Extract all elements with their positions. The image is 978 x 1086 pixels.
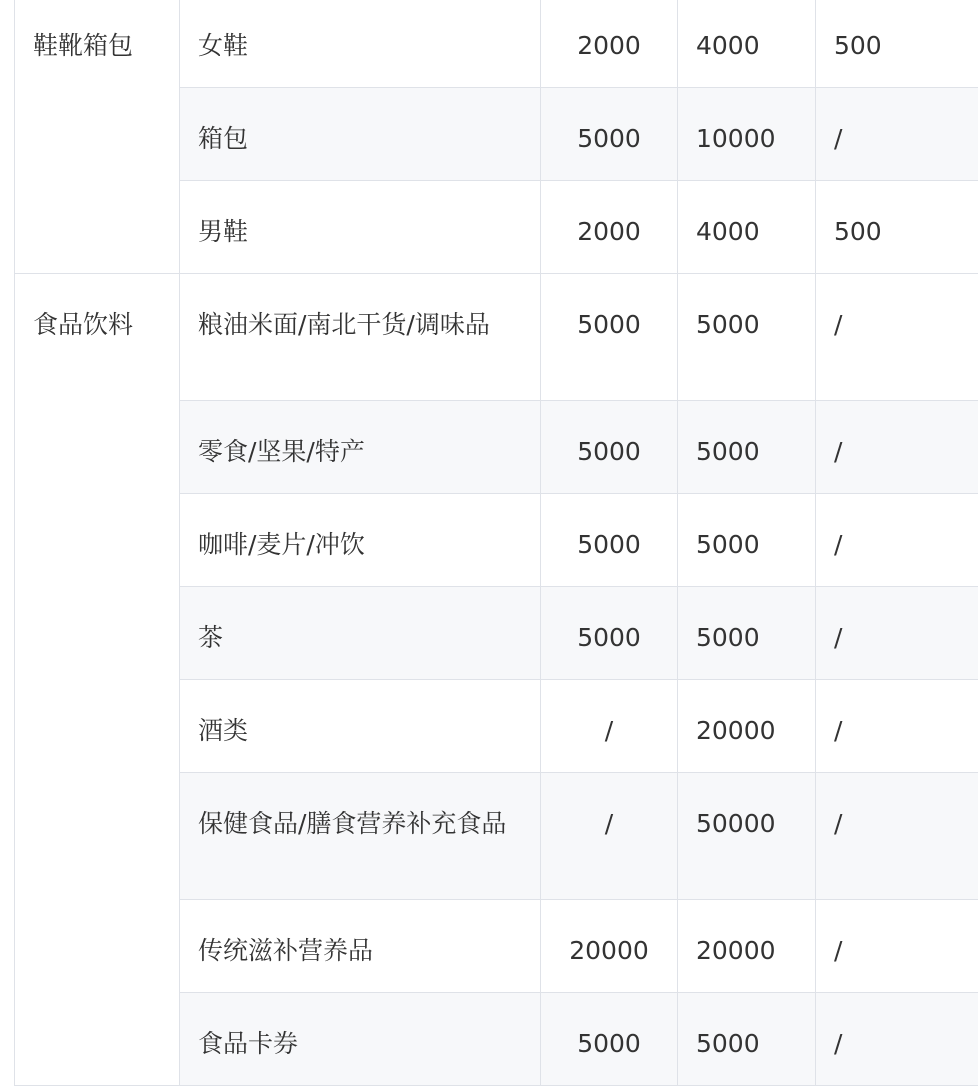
deposit-table	[14, 0, 978, 1086]
value-cell-1: /	[541, 773, 678, 900]
value-cell-2: 4000	[678, 0, 816, 88]
value-cell-3: /	[816, 773, 978, 900]
subcategory-cell: 茶	[180, 587, 541, 680]
value-cell-2: 50000	[678, 773, 816, 900]
value-cell-3: 500	[816, 181, 978, 274]
value-cell-1: 20000	[541, 900, 678, 993]
subcategory-cell: 食品卡券	[180, 993, 541, 1086]
value-cell-3: /	[816, 274, 978, 401]
value-cell-1: 5000	[541, 274, 678, 401]
subcategory-cell: 零食/坚果/特产	[180, 401, 541, 494]
value-cell-3: /	[816, 401, 978, 494]
value-cell-3: 500	[816, 0, 978, 88]
value-cell-1: 5000	[541, 587, 678, 680]
value-cell-2: 4000	[678, 181, 816, 274]
value-cell-2: 5000	[678, 274, 816, 401]
table-row	[15, 0, 978, 88]
subcategory-cell: 女鞋	[180, 0, 541, 88]
subcategory-cell: 粮油米面/南北干货/调味品	[180, 274, 541, 401]
value-cell-3: /	[816, 587, 978, 680]
value-cell-1: 5000	[541, 494, 678, 587]
value-cell-3: /	[816, 680, 978, 773]
value-cell-2: 5000	[678, 401, 816, 494]
value-cell-3: /	[816, 88, 978, 181]
category-cell: 鞋靴箱包	[15, 0, 180, 274]
subcategory-cell: 保健食品/膳食营养补充食品	[180, 773, 541, 900]
value-cell-2: 10000	[678, 88, 816, 181]
value-cell-2: 20000	[678, 680, 816, 773]
value-cell-1: 2000	[541, 0, 678, 88]
value-cell-1: 5000	[541, 993, 678, 1086]
subcategory-cell: 男鞋	[180, 181, 541, 274]
value-cell-2: 5000	[678, 494, 816, 587]
subcategory-cell: 箱包	[180, 88, 541, 181]
value-cell-1: /	[541, 680, 678, 773]
value-cell-3: /	[816, 900, 978, 993]
value-cell-3: /	[816, 993, 978, 1086]
subcategory-cell: 咖啡/麦片/冲饮	[180, 494, 541, 587]
subcategory-cell: 酒类	[180, 680, 541, 773]
value-cell-2: 5000	[678, 587, 816, 680]
value-cell-2: 5000	[678, 993, 816, 1086]
value-cell-1: 5000	[541, 88, 678, 181]
value-cell-1: 2000	[541, 181, 678, 274]
table-row	[15, 274, 978, 401]
value-cell-2: 20000	[678, 900, 816, 993]
value-cell-3: /	[816, 494, 978, 587]
subcategory-cell: 传统滋补营养品	[180, 900, 541, 993]
category-cell: 食品饮料	[15, 274, 180, 1086]
value-cell-1: 5000	[541, 401, 678, 494]
